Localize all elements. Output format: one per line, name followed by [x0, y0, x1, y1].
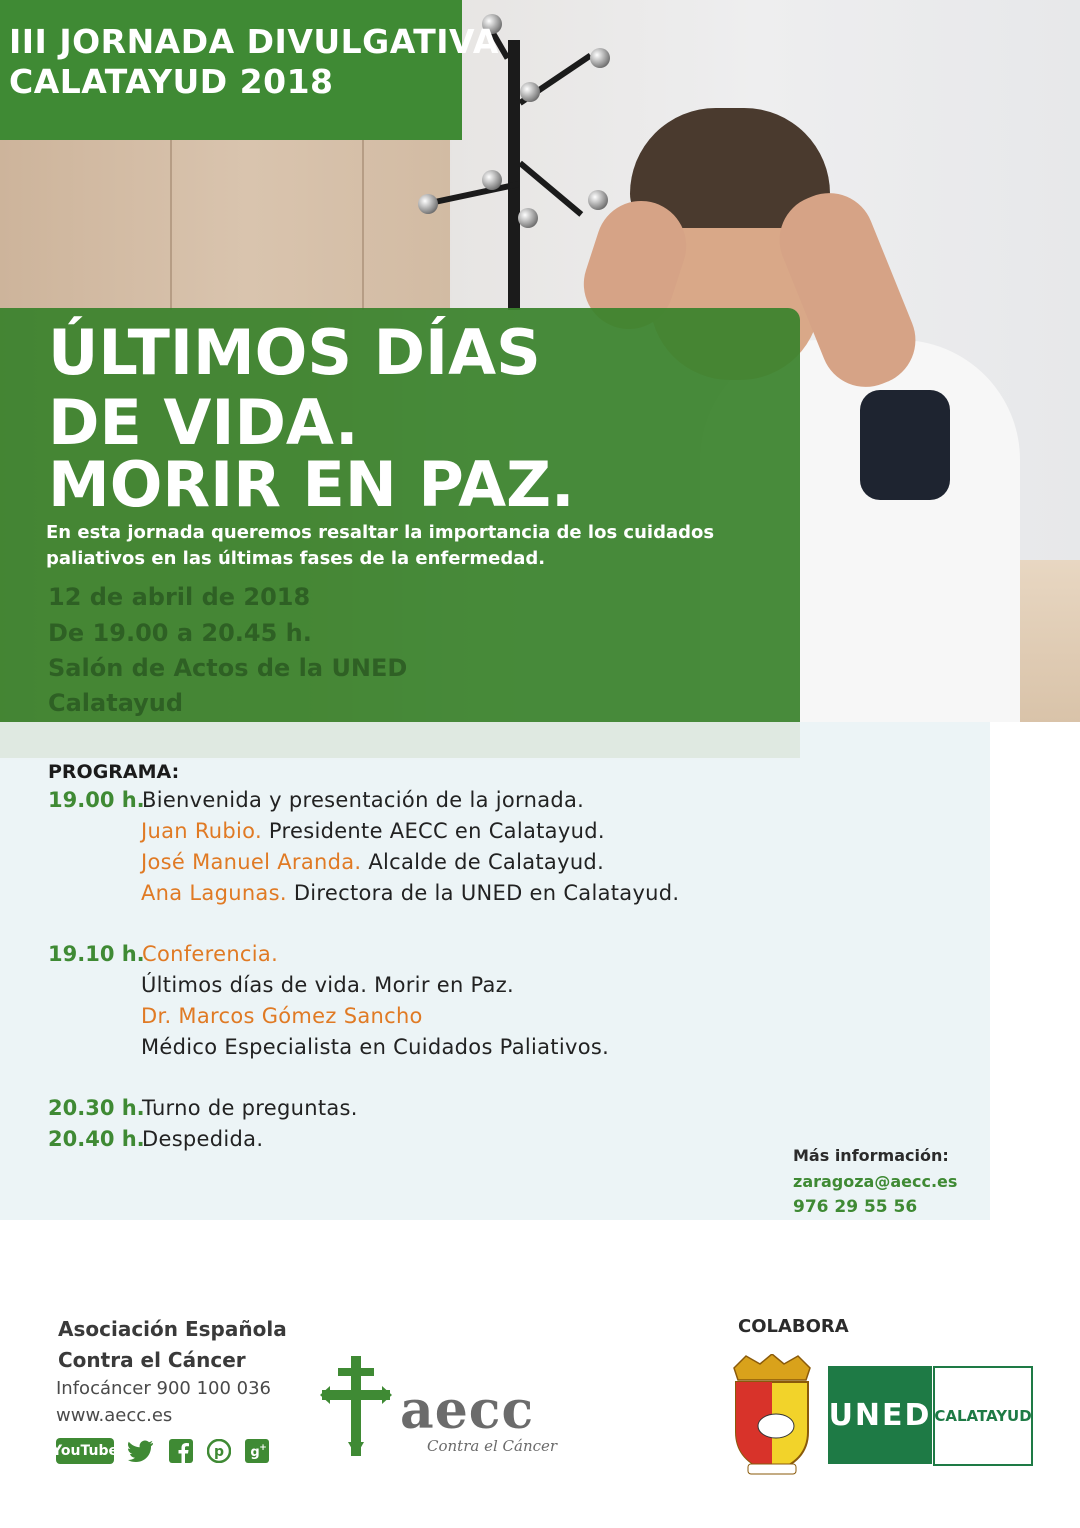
org-website[interactable]: www.aecc.es — [56, 1405, 173, 1426]
aecc-logo-tagline: Contra el Cáncer — [427, 1437, 558, 1455]
pinterest-icon[interactable] — [206, 1438, 232, 1464]
aecc-cross-icon — [320, 1356, 392, 1456]
speaker-row — [141, 850, 604, 874]
speaker-row — [141, 819, 605, 843]
conference-label: Conferencia. — [142, 942, 279, 966]
intro-line-1: En esta jornada queremos resaltar la importancia de los cuidados — [46, 522, 715, 543]
contact-email[interactable]: zaragoza@aecc.es — [793, 1172, 958, 1191]
google-plus-icon[interactable] — [244, 1438, 270, 1464]
intro-line-2: paliativos en las últimas fases de la enfermedad. — [46, 548, 546, 569]
contact-label: Más información: — [793, 1146, 949, 1165]
conference-speaker-role: Médico Especialista en Cuidados Paliativos. — [141, 1035, 610, 1059]
contact-phone[interactable]: 976 29 55 56 — [793, 1197, 918, 1217]
program-time-1: 19.00 h. — [48, 788, 145, 812]
conference-speaker: Dr. Marcos Gómez Sancho — [141, 1004, 423, 1028]
facebook-icon[interactable] — [168, 1438, 194, 1464]
program-time-2: 19.10 h. — [48, 942, 145, 966]
event-banner — [0, 0, 499, 140]
speaker-name: Juan Rubio. — [141, 819, 262, 843]
program-item-farewell: Despedida. — [142, 1127, 264, 1151]
event-date: 12 de abril de 2018 — [48, 583, 311, 611]
collaborator-label: COLABORA — [738, 1316, 849, 1337]
wardrobe-shape — [0, 140, 450, 310]
event-venue: Salón de Actos de la UNED — [48, 654, 408, 682]
calatayud-crest-icon — [726, 1354, 818, 1478]
banner-line-2: CALATAYUD 2018 — [9, 62, 334, 101]
coat-rack — [508, 40, 520, 310]
banner-line-1: III JORNADA DIVULGATIVA — [9, 22, 499, 61]
youtube-icon[interactable]: YouTube — [56, 1438, 114, 1464]
org-name-line-1: Asociación Española — [58, 1317, 287, 1341]
program-title: PROGRAMA: — [48, 761, 180, 783]
speaker-name: José Manuel Aranda. — [141, 850, 362, 874]
svg-text:+: + — [259, 1443, 267, 1453]
infocancer-phone[interactable]: Infocáncer 900 100 036 — [56, 1378, 272, 1399]
uned-logo: UNED — [828, 1366, 932, 1464]
uned-city-label: CALATAYUD — [933, 1366, 1033, 1466]
aecc-logo-wordmark: aecc — [400, 1380, 535, 1441]
svg-text:p: p — [213, 1444, 225, 1460]
speaker-role: Directora de la UNED en Calatayud. — [293, 881, 680, 905]
program-time-3: 20.30 h. — [48, 1096, 145, 1120]
hero-title-line-2: DE VIDA. — [48, 386, 359, 459]
hero-title-line-3: MORIR EN PAZ. — [48, 448, 575, 521]
hero-title-line-1: ÚLTIMOS DÍAS — [48, 316, 541, 389]
speaker-role: Alcalde de Calatayud. — [368, 850, 605, 874]
program-item-welcome: Bienvenida y presentación de la jornada. — [142, 788, 585, 812]
conference-title: Últimos días de vida. Morir en Paz. — [141, 973, 515, 997]
program-time-4: 20.40 h. — [48, 1127, 145, 1151]
svg-text:g: g — [250, 1445, 260, 1460]
program-item-questions: Turno de preguntas. — [142, 1096, 358, 1120]
speaker-row — [141, 881, 679, 905]
event-city: Calatayud — [48, 689, 184, 717]
event-time: De 19.00 a 20.45 h. — [48, 619, 312, 647]
speaker-name: Ana Lagunas. — [141, 881, 287, 905]
org-name-line-2: Contra el Cáncer — [58, 1348, 246, 1372]
twitter-icon[interactable] — [128, 1438, 154, 1464]
speaker-role: Presidente AECC en Calatayud. — [268, 819, 605, 843]
